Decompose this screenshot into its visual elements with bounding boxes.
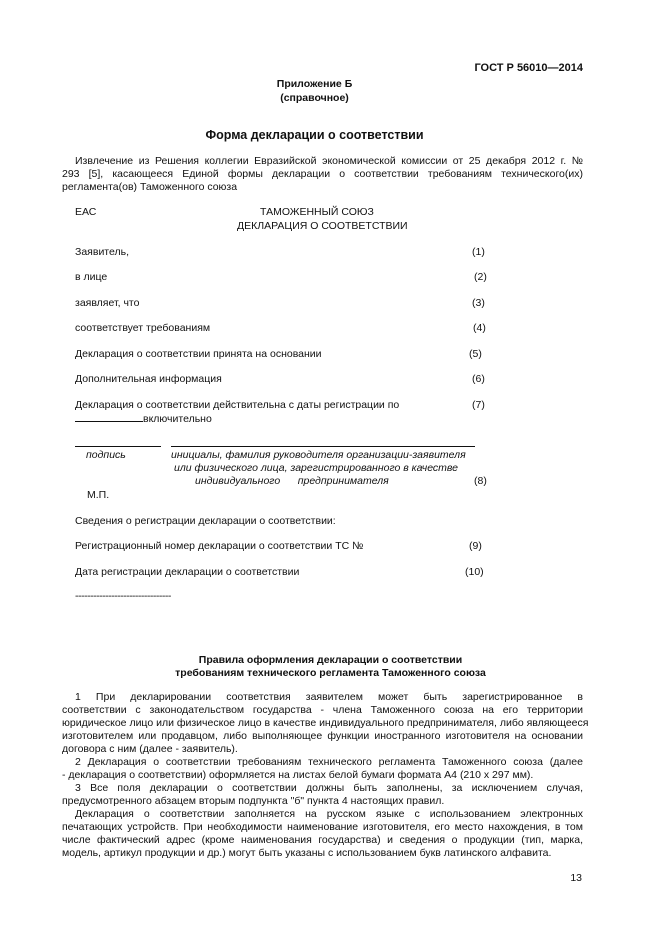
rules-title-1: Правила оформления декларации о соответствии bbox=[198, 654, 463, 666]
appendix-title: Приложение Б bbox=[276, 78, 353, 90]
signature-line bbox=[75, 446, 161, 447]
rules-line: соответствии с законодательством государства - члена Таможенного союза на его территории bbox=[62, 704, 583, 716]
rules-line: договора с ним (далее - заявитель). bbox=[62, 743, 238, 755]
form-row-number: (6) bbox=[472, 373, 485, 385]
inclusive-label: включительно bbox=[143, 413, 212, 425]
form-title: Форма декларации о соответствии bbox=[205, 128, 424, 142]
intro-line-3: регламента(ов) Таможенного союза bbox=[62, 181, 238, 193]
rules-line: Декларация о соответствии заполняется на русском языке с использованием электронных bbox=[75, 808, 583, 820]
form-row-represented-by: в лице bbox=[75, 271, 108, 283]
registration-number: Регистрационный номер декларации о соответствии ТС № bbox=[75, 540, 364, 552]
rules-line: юридическое лицо или физическое лицо в качестве индивидуального предпринимателя, либо являющееся bbox=[62, 717, 589, 729]
rules-line: изготовителем или продавцом, либо выполняющее функции иностранного изготовителя на основании bbox=[62, 730, 583, 742]
separator-dashes: -------------------------------- bbox=[75, 590, 171, 602]
initials-caption-1: инициалы, фамилия руководителя организации-заявителя bbox=[171, 449, 466, 461]
form-row-applicant: Заявитель, bbox=[75, 246, 130, 258]
form-row-number: (3) bbox=[472, 297, 485, 309]
validity-inclusive bbox=[75, 412, 212, 425]
rules-title-2: требованиям технического регламента Таможенного союза bbox=[175, 667, 486, 679]
form-row-number: (4) bbox=[473, 322, 486, 334]
rules-line: числе фактический адрес (кроме наименования государства) и сведения о продукции (тип, марка, bbox=[62, 834, 583, 846]
rules-line: предусмотренного абзацем вторым подпункта "б" пункта 4 настоящих правил. bbox=[62, 795, 445, 807]
initials-caption-2: или физического лица, зарегистрированного в качестве bbox=[174, 462, 459, 474]
intro-line-2: 293 [5], касающееся Единой формы декларации о соответствии требованиям технического(их) bbox=[62, 168, 583, 180]
standard-code: ГОСТ Р 56010—2014 bbox=[474, 62, 583, 74]
registration-number-num: (9) bbox=[469, 540, 482, 552]
form-row-number: (1) bbox=[472, 246, 485, 258]
rules-line: модель, артикул продукции и др.) могут быть указаны с использованием букв латинского алфавита. bbox=[62, 847, 552, 859]
name-line bbox=[171, 446, 475, 447]
form-row-declares: заявляет, что bbox=[75, 297, 140, 309]
signature-number: (8) bbox=[474, 475, 487, 487]
form-row-requirements: соответствует требованиям bbox=[75, 322, 211, 334]
registration-date-num: (10) bbox=[465, 566, 484, 578]
rules-line: 3 Все поля декларации о соответствии должны быть заполнены, за исключением случая, bbox=[75, 782, 583, 794]
initials-caption-3: индивидуального предпринимателя bbox=[195, 475, 389, 487]
intro-line-1: Извлечение из Решения коллегии Евразийской экономической комиссии от 25 декабря 2012 г. № bbox=[75, 155, 583, 167]
form-row-basis: Декларация о соответствии принята на основании bbox=[75, 348, 322, 360]
form-row-number: (2) bbox=[474, 271, 487, 283]
stamp-place: М.П. bbox=[87, 489, 110, 501]
declaration-heading: ДЕКЛАРАЦИЯ О СООТВЕТСТВИИ bbox=[237, 220, 408, 232]
customs-union-heading: ТАМОЖЕННЫЙ СОЮЗ bbox=[260, 206, 374, 218]
rules-line: печатающих устройств. При необходимости наименование изготовителя, его место нахождения, в том bbox=[62, 821, 583, 833]
eac-mark: ЕАС bbox=[75, 206, 97, 218]
form-row-additional-info: Дополнительная информация bbox=[75, 373, 222, 385]
form-row-validity: Декларация о соответствии действительна с даты регистрации по bbox=[75, 399, 400, 411]
rules-line: - декларация о соответствии) оформляется на листах белой бумаги формата А4 (210 х 297 мм). bbox=[62, 769, 534, 781]
page-number: 13 bbox=[570, 872, 582, 884]
rules-line: 2 Декларация о соответствии требованиям технического регламента Таможенного союза (далее bbox=[75, 756, 583, 768]
registration-date: Дата регистрации декларации о соответствии bbox=[75, 566, 300, 578]
date-underline bbox=[75, 412, 143, 422]
form-row-number: (7) bbox=[472, 399, 485, 411]
appendix-note: (справочное) bbox=[280, 92, 349, 104]
rules-line: 1 При декларировании соответствия заявителем может быть зарегистрированное в bbox=[75, 691, 583, 703]
signature-caption: подпись bbox=[86, 449, 126, 461]
form-row-number: (5) bbox=[469, 348, 482, 360]
registration-info: Сведения о регистрации декларации о соответствии: bbox=[75, 515, 336, 527]
